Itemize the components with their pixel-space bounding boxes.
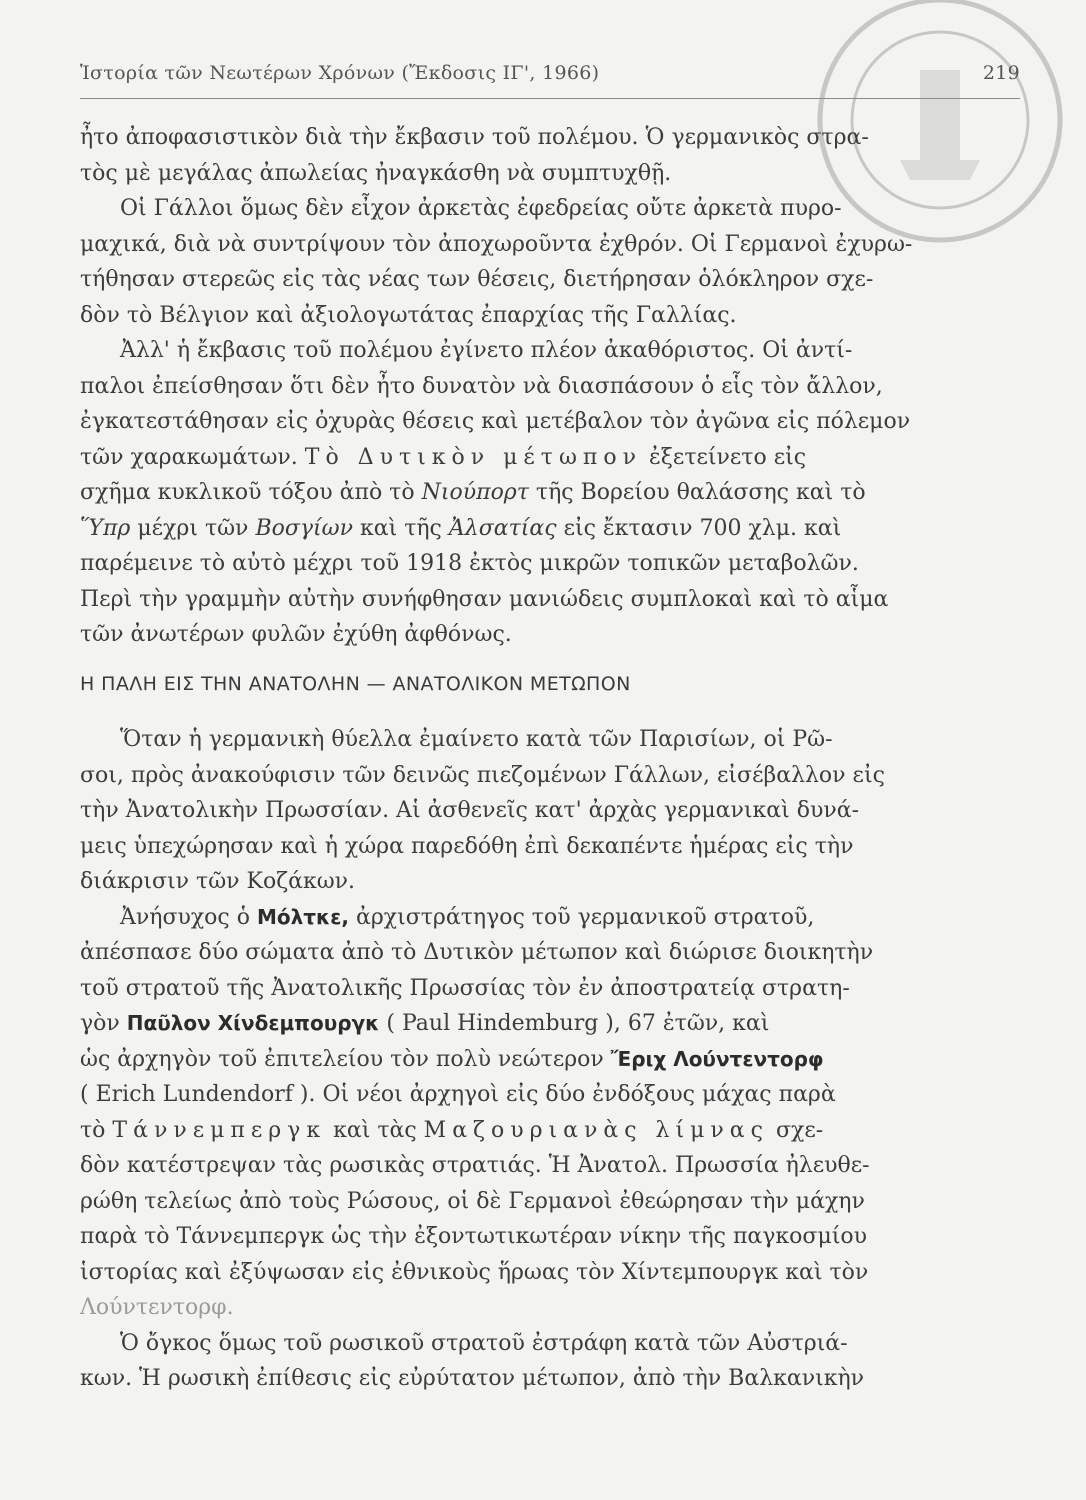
text-line [80, 900, 1020, 936]
text-line: δὸν κατέστρεψαν τὰς ρωσικὰς στρατιάς. Ἡ Ἀνατολ. Πρωσσία ἠλευθε- [80, 1153, 870, 1178]
text-span: καὶ τῆς [359, 515, 442, 541]
text-line: Περὶ τὴν γραμμὴν αὐτὴν συνήφθησαν μανιώδεις συμπλοκαὶ καὶ τὸ αἷμα [80, 586, 889, 612]
place-name: Ἀλσατίας [448, 515, 557, 541]
text-span: εἰς ἔκτασιν 700 χλμ. καὶ [563, 515, 842, 541]
text-span: ἐξετείνετο εἰς [649, 444, 807, 470]
spaced-text: Μαζουριανὰς λίμνας [423, 1117, 769, 1143]
text-line: τοῦ στρατοῦ τῆς Ἀνατολικῆς Πρωσσίας τὸν ἐν ἀποστρατείᾳ στρατη- [80, 975, 850, 1001]
text-span: γὸν [80, 1011, 120, 1036]
text-line: ἦτο ἀποφασιστικὸν διὰ τὴν ἔκβασιν τοῦ πολέμου. Ὁ γερμανικὸς στρα- [80, 125, 869, 150]
text-line: παρέμεινε τὸ αὐτὸ μέχρι τοῦ 1918 ἐκτὸς μικρῶν τοπικῶν μεταβολῶν. [80, 551, 859, 576]
text-line: Ὅταν ἡ γερμανικὴ θύελλα ἐμαίνετο κατὰ τῶν Παρισίων, οἱ Ρῶ- [120, 727, 833, 752]
text-line: τῶν ἀνωτέρων φυλῶν ἐχύθη ἀφθόνως. [80, 622, 512, 647]
body-text [80, 120, 1020, 1397]
bold-name: Μόλτκε, [256, 904, 349, 929]
text-line: ( Erich Lundendorf ). Οἱ νέοι ἀρχηγοὶ εἰς δύο ἐνδόξους μάχας παρὰ [80, 1082, 836, 1107]
text-line: τὴν Ἀνατολικὴν Πρωσσίαν. Αἱ ἀσθενεῖς κατ' ἀρχὰς γερμανικαὶ δυνά- [80, 798, 860, 823]
text-line: Ἀλλ' ἡ ἔκβασις τοῦ πολέμου ἐγίνετο πλέον ἀκαθόριστος. Οἱ ἀντί- [120, 338, 853, 363]
text-line: ρώθη τελείως ἀπὸ τοὺς Ρώσους, οἱ δὲ Γερμανοὶ ἐθεώρησαν τὴν μάχην [80, 1188, 865, 1214]
text-line: τὸς μὲ μεγάλας ἀπωλείας ἠναγκάσθη νὰ συμπτυχθῇ. [80, 160, 672, 186]
spaced-text: Τάννεμπεργκ [112, 1117, 327, 1143]
text-span: ( Paul Hindemburg ), 67 ἐτῶν, καὶ [386, 1011, 770, 1036]
text-span: Ἀνήσυχος ὁ [120, 904, 250, 930]
text-line: παρὰ τὸ Τάννεμπεργκ ὡς τὴν ἐξοντωτικωτέραν νίκην τῆς παγκοσμίου [80, 1224, 867, 1249]
text-span: μέχρι τῶν [137, 515, 249, 541]
text-line: Λούντεντορφ. [80, 1295, 234, 1320]
text-line: σοι, πρὸς ἀνακούφισιν τῶν δεινῶς πιεζομένων Γάλλων, εἰσέβαλλον εἰς [80, 762, 885, 788]
text-line: Ὁ ὄγκος ὅμως τοῦ ρωσικοῦ στρατοῦ ἐστράφη κατὰ τῶν Αὐστριά- [120, 1330, 848, 1356]
text-span: ἀρχιστράτηγος τοῦ γερμανικοῦ στρατοῦ, [356, 904, 815, 930]
text-line [80, 1113, 1020, 1149]
text-line [80, 1042, 1020, 1078]
text-span: τῶν χαρακωμάτων. [80, 444, 298, 470]
text-line: δὸν τὸ Βέλγιον καὶ ἀξιολογωτάτας ἐπαρχίας τῆς Γαλλίας. [80, 302, 737, 328]
text-span: καὶ τὰς [333, 1117, 417, 1143]
text-line: διάκρισιν τῶν Κοζάκων. [80, 869, 356, 894]
text-span: τῆς Βορείου θαλάσσης καὶ τὸ [535, 480, 866, 505]
text-line [80, 440, 1020, 476]
place-name: Βοσγίων [255, 515, 353, 541]
text-span: ὡς ἀρχηγὸν τοῦ ἐπιτελείου τὸν πολὺ νεώτερον [80, 1046, 604, 1072]
running-header [80, 62, 1020, 84]
text-line [80, 1006, 1020, 1042]
bold-name: Παῦλον Χίνδεμπουργκ [126, 1011, 380, 1035]
text-span: σχε- [775, 1117, 824, 1143]
text-line: Οἱ Γάλλοι ὅμως δὲν εἶχον ἀρκετὰς ἐφεδρείας οὔτε ἀρκετὰ πυρο- [120, 196, 842, 221]
text-line: κων. Ἡ ρωσικὴ ἐπίθεσις εἰς εὐρύτατον μέτωπον, ἀπὸ τὴν Βαλκανικὴν [80, 1366, 865, 1391]
text-line: ἀπέσπασε δύο σώματα ἀπὸ τὸ Δυτικὸν μέτωπον καὶ διώρισε διοικητὴν [80, 940, 874, 965]
text-span: τὸ [80, 1117, 106, 1143]
text-line: παλοι ἐπείσθησαν ὅτι δὲν ἦτο δυνατὸν νὰ διασπάσουν ὁ εἷς τὸν ἄλλον, [80, 373, 883, 399]
text-line: ἱστορίας καὶ ἐξύψωσαν εἰς ἐθνικοὺς ἥρωας τὸν Χίντεμπουργκ καὶ τὸν [80, 1259, 869, 1285]
page-number: 219 [982, 62, 1020, 84]
text-line: μαχικά, διὰ νὰ συντρίψουν τὸν ἀποχωροῦντα ἐχθρόν. Οἱ Γερμανοὶ ἐχυρω- [80, 231, 913, 257]
text-line [80, 475, 1020, 511]
text-span: σχῆμα κυκλικοῦ τόξου ἀπὸ τὸ [80, 480, 415, 505]
text-line: μεις ὑπεχώρησαν καὶ ἡ χώρα παρεδόθη ἐπὶ δεκαπέντε ἡμέρας εἰς τὴν [80, 833, 854, 859]
spaced-text: Τὸ Δυτικὸν μέτωπον [304, 444, 642, 470]
place-name: Νιούπορτ [421, 480, 529, 505]
text-line [80, 511, 1020, 547]
section-heading: Η ΠΑΛΗ ΕΙΣ ΤΗΝ ΑΝΑΤΟΛΗΝ — ΑΝΑΤΟΛΙΚΟΝ ΜΕΤΩΠΟΝ [80, 672, 631, 695]
text-line: τήθησαν στερεῶς εἰς τὰς νέας των θέσεις, διετήρησαν ὁλόκληρον σχε- [80, 267, 874, 292]
bold-name: Ἔριχ Λούντεντορφ [610, 1046, 824, 1071]
place-name: Ὕπρ [80, 515, 131, 541]
text-line: ἐγκατεστάθησαν εἰς ὀχυρὰς θέσεις καὶ μετέβαλον τὸν ἀγῶνα εἰς πόλεμον [80, 409, 911, 434]
header-title: Ἱστορία τῶν Νεωτέρων Χρόνων (Ἔκδοσις ΙΓ', 1966) [80, 62, 600, 84]
header-rule [80, 98, 1020, 99]
